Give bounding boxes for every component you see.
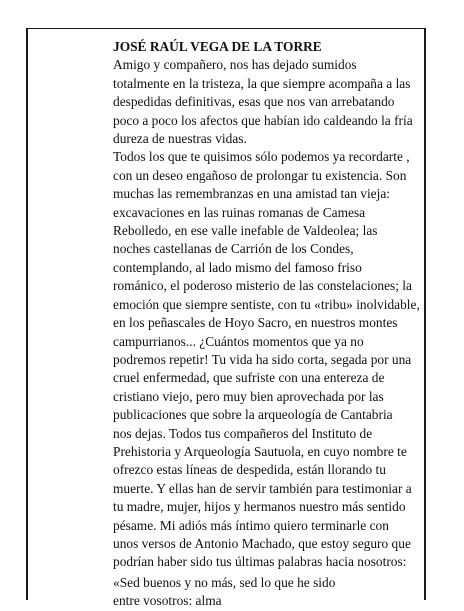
text-line: pésame. Mi adiós más íntimo quiero terminarle con: [113, 517, 389, 533]
poem-line: entre vosotros: alma: [113, 593, 222, 609]
text-line: excavaciones en las ruinas romanas de Camesa: [113, 204, 366, 220]
text-line: en los peñascales de Hoyo Sacro, en nuestros montes: [113, 315, 398, 331]
text-line: nos dejas. Todos tus compañeros del Instituto de: [113, 425, 373, 441]
poem-line: «Sed buenos y no más, sed lo que he sido: [113, 574, 336, 590]
text-line: despedidas definitivas, esas que nos van arrebatando: [113, 94, 395, 110]
text-line: Prehistoria y Arqueología Sautuola, en cuyo nombre te: [113, 443, 407, 459]
text-line: muerte. Y ellas han de servir también para testimoniar a: [113, 480, 412, 496]
text-line: dureza de nuestras vidas.: [113, 131, 247, 147]
text-line: con un deseo engañoso de prolongar tu existencia. Son: [113, 167, 407, 183]
text-line: totalmente en la tristeza, la que siempre acompaña a las: [113, 75, 411, 91]
text-line: campurrianos... ¿Cuántos momentos que ya no: [113, 333, 364, 349]
text-line: podremos repetir! Tu vida ha sido corta, segada por una: [113, 351, 412, 367]
text-line: Rebolledo, en ese valle inefable de Valdeolea; las: [113, 223, 378, 239]
text-line: Todos los que te quisimos sólo podemos ya recordarte ,: [113, 149, 410, 165]
text-line: noches castellanas de Carrión de los Condes,: [113, 241, 354, 257]
text-line: ofrezco estas líneas de despedida, están llorando tu: [113, 462, 386, 478]
text-line: podrían haber sido tus últimas palabras hacia nosotros:: [113, 554, 407, 570]
obituary-text: [113, 38, 431, 611]
text-line: cristiano viejo, pero muy bien aprovechada por las: [113, 388, 384, 404]
text-line: cruel enfermedad, que sufriste con una entereza de: [113, 370, 385, 386]
text-line: poco a poco los afectos que habían ido caldeando la fría: [113, 112, 413, 128]
text-line: tu madre, mujer, hijos y hermanos nuestro más sentido: [113, 499, 406, 515]
text-line: románico, el poderoso misterio de las constelaciones; la: [113, 278, 412, 294]
text-line: emoción que siempre sentiste, con tu «tribu» inolvidable,: [113, 296, 420, 312]
text-line: unos versos de Antonio Machado, que estoy seguro que: [113, 535, 411, 551]
text-line: muchas las remembranzas en una amistad tan vieja:: [113, 186, 391, 202]
text-line: publicaciones que sobre la arqueología de Cantabria: [113, 407, 393, 423]
text-line: contemplando, al lado mismo del famoso friso: [113, 259, 362, 275]
text-line: Amigo y compañero, nos has dejado sumidos: [113, 57, 357, 73]
obituary-heading: JOSÉ RAÚL VEGA DE LA TORRE: [113, 39, 322, 54]
